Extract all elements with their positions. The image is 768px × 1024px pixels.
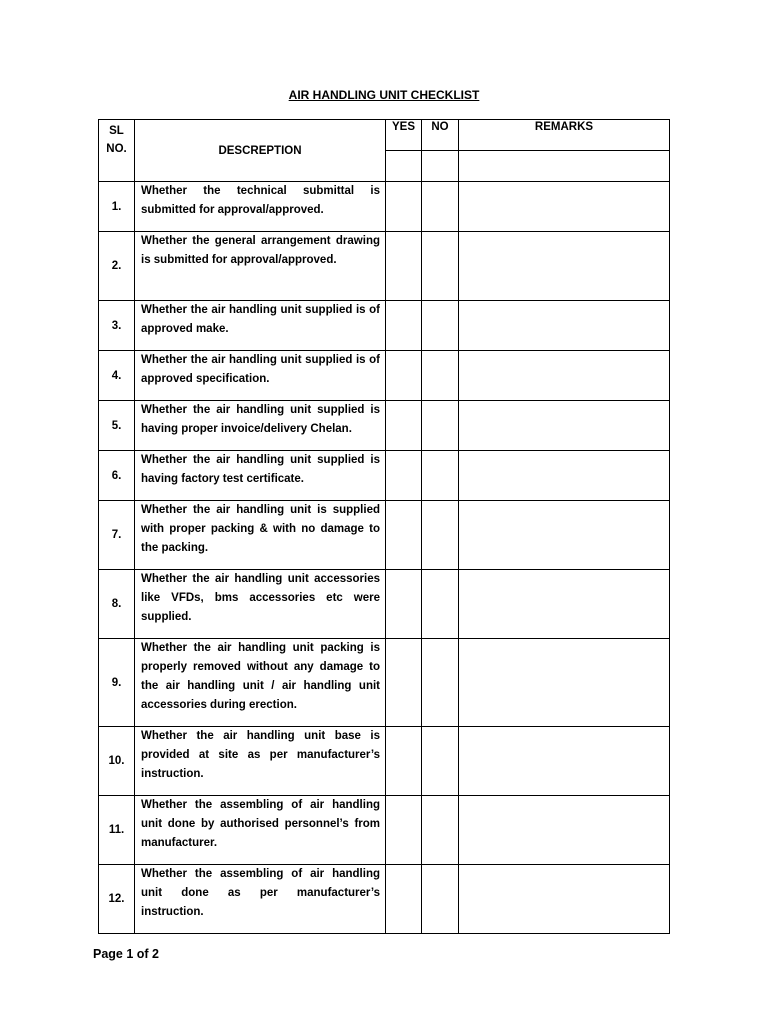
row-sl-no: 5. bbox=[99, 401, 135, 451]
yes-cell[interactable] bbox=[386, 182, 422, 232]
remarks-cell[interactable] bbox=[459, 727, 670, 796]
table-row bbox=[99, 451, 670, 501]
table-row bbox=[99, 232, 670, 301]
header-remarks: REMARKS bbox=[459, 120, 670, 151]
row-description bbox=[135, 232, 386, 301]
table-row bbox=[99, 639, 670, 727]
table-row bbox=[99, 401, 670, 451]
row-description bbox=[135, 727, 386, 796]
row-sl-no: 4. bbox=[99, 351, 135, 401]
yes-cell[interactable] bbox=[386, 232, 422, 301]
yes-cell[interactable] bbox=[386, 301, 422, 351]
yes-cell[interactable] bbox=[386, 401, 422, 451]
row-description-text: Whether the air handling unit base is provided at site as per manufacturer’s instruction. bbox=[141, 730, 380, 780]
row-description-text: Whether the assembling of air handling unit done by authorised personnel’s from manufacturer. bbox=[141, 799, 380, 849]
row-sl-no: 1. bbox=[99, 182, 135, 232]
row-sl-no: 12. bbox=[99, 865, 135, 934]
row-description bbox=[135, 301, 386, 351]
row-description bbox=[135, 796, 386, 865]
row-description bbox=[135, 182, 386, 232]
header-sl-no: SL NO. bbox=[99, 120, 135, 182]
table-row bbox=[99, 351, 670, 401]
remarks-cell[interactable] bbox=[459, 501, 670, 570]
row-sl-no: 11. bbox=[99, 796, 135, 865]
row-description bbox=[135, 401, 386, 451]
no-cell[interactable] bbox=[422, 232, 459, 301]
table-row bbox=[99, 727, 670, 796]
row-sl-no: 8. bbox=[99, 570, 135, 639]
remarks-cell[interactable] bbox=[459, 796, 670, 865]
row-description bbox=[135, 865, 386, 934]
remarks-cell[interactable] bbox=[459, 865, 670, 934]
row-sl-no: 2. bbox=[99, 232, 135, 301]
row-description bbox=[135, 501, 386, 570]
remarks-cell[interactable] bbox=[459, 232, 670, 301]
yes-cell[interactable] bbox=[386, 639, 422, 727]
row-sl-no: 3. bbox=[99, 301, 135, 351]
no-cell[interactable] bbox=[422, 570, 459, 639]
remarks-cell[interactable] bbox=[459, 639, 670, 727]
row-description-text: Whether the air handling unit accessories like VFDs, bms accessories etc were supplied. bbox=[141, 573, 380, 623]
row-description-text: Whether the technical submittal is submitted for approval/approved. bbox=[141, 185, 380, 216]
no-cell[interactable] bbox=[422, 351, 459, 401]
no-cell[interactable] bbox=[422, 451, 459, 501]
table-row bbox=[99, 182, 670, 232]
yes-cell[interactable] bbox=[386, 727, 422, 796]
header-yes-blank bbox=[386, 151, 422, 182]
no-cell[interactable] bbox=[422, 727, 459, 796]
yes-cell[interactable] bbox=[386, 865, 422, 934]
row-description-text: Whether the air handling unit is supplied with proper packing & with no damage to the packing. bbox=[141, 504, 380, 554]
remarks-cell[interactable] bbox=[459, 401, 670, 451]
row-description-text: Whether the assembling of air handling unit done as per manufacturer’s instruction. bbox=[141, 868, 380, 918]
row-sl-no: 10. bbox=[99, 727, 135, 796]
page-title: AIR HANDLING UNIT CHECKLIST bbox=[288, 88, 480, 102]
header-yes: YES bbox=[386, 120, 422, 151]
row-description-text: Whether the general arrangement drawing is submitted for approval/approved. bbox=[141, 235, 380, 266]
no-cell[interactable] bbox=[422, 301, 459, 351]
row-sl-no: 9. bbox=[99, 639, 135, 727]
table-row bbox=[99, 301, 670, 351]
row-sl-no: 7. bbox=[99, 501, 135, 570]
table-row bbox=[99, 865, 670, 934]
row-description-text: Whether the air handling unit supplied is having proper invoice/delivery Chelan. bbox=[141, 404, 380, 435]
header-description: DESCREPTION bbox=[135, 120, 386, 182]
no-cell[interactable] bbox=[422, 796, 459, 865]
row-sl-no: 6. bbox=[99, 451, 135, 501]
yes-cell[interactable] bbox=[386, 570, 422, 639]
row-description-text: Whether the air handling unit supplied is of approved specification. bbox=[141, 354, 380, 385]
table-row bbox=[99, 570, 670, 639]
yes-cell[interactable] bbox=[386, 351, 422, 401]
no-cell[interactable] bbox=[422, 501, 459, 570]
remarks-cell[interactable] bbox=[459, 351, 670, 401]
row-description bbox=[135, 451, 386, 501]
row-description bbox=[135, 639, 386, 727]
remarks-cell[interactable] bbox=[459, 451, 670, 501]
no-cell[interactable] bbox=[422, 865, 459, 934]
row-description-text: Whether the air handling unit supplied is of approved make. bbox=[141, 304, 380, 335]
yes-cell[interactable] bbox=[386, 501, 422, 570]
header-remarks-blank bbox=[459, 151, 670, 182]
row-description bbox=[135, 570, 386, 639]
table-row bbox=[99, 501, 670, 570]
no-cell[interactable] bbox=[422, 401, 459, 451]
remarks-cell[interactable] bbox=[459, 301, 670, 351]
row-description bbox=[135, 351, 386, 401]
no-cell[interactable] bbox=[422, 182, 459, 232]
yes-cell[interactable] bbox=[386, 796, 422, 865]
yes-cell[interactable] bbox=[386, 451, 422, 501]
header-no: NO bbox=[422, 120, 459, 151]
page-footer: Page 1 of 2 bbox=[93, 947, 159, 961]
no-cell[interactable] bbox=[422, 639, 459, 727]
table-row bbox=[99, 796, 670, 865]
header-no-blank bbox=[422, 151, 459, 182]
checklist-table bbox=[98, 119, 670, 934]
remarks-cell[interactable] bbox=[459, 570, 670, 639]
remarks-cell[interactable] bbox=[459, 182, 670, 232]
row-description-text: Whether the air handling unit packing is properly removed without any damage to the air handling unit / air handling unit accessories during erection. bbox=[141, 642, 380, 711]
row-description-text: Whether the air handling unit supplied is having factory test certificate. bbox=[141, 454, 380, 485]
